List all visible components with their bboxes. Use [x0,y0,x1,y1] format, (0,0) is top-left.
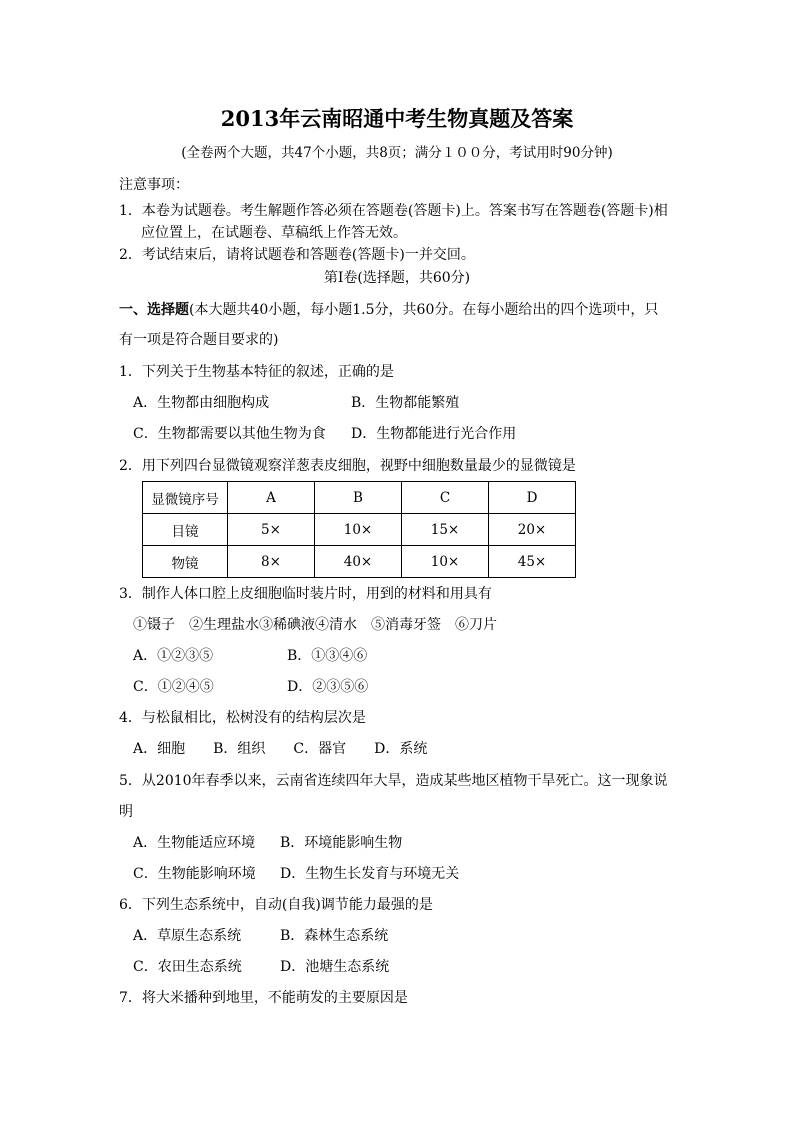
question-3-option-c: C．①②④⑤ [133,679,214,695]
page-title: 2013年云南昭通中考生物真题及答案 [220,106,574,131]
table-cell: 45× [489,546,576,578]
question-4-stem: 4．与松鼠相比，松树没有的结构层次是 [119,710,366,726]
question-6-stem: 6．下列生态系统中，自动(自我)调节能力最强的是 [119,897,433,913]
question-5-option-d: D．生物生长发育与环境无关 [280,866,460,882]
question-1-option-b: B．生物都能繁殖 [351,395,460,411]
table-cell: 40× [315,546,402,578]
volume-heading: 第Ⅰ卷(选择题，共60分) [323,270,471,286]
table-cell: 8× [228,546,315,578]
question-5-option-a: A．生物能适应环境 [133,835,256,851]
note-item-1-line-1: 1．本卷为试题卷。考生解题作答必须在答题卷(答题卡)上。答案书写在答题卷(答题卡)相 [119,203,668,219]
question-3-stem: 3．制作人体口腔上皮细胞临时装片时，用到的材料和用具有 [119,586,492,602]
question-1-option-c: C．生物都需要以其他生物为食 [133,426,326,442]
question-6-option-b: B．森林生态系统 [280,928,389,944]
note-item-2: 2．考试结束后，请将试题卷和答题卷(答题卡)一并交回。 [119,247,475,263]
table-row [143,546,576,578]
question-6-option-d: D．池塘生态系统 [280,959,390,975]
question-2-stem: 2．用下列四台显微镜观察洋葱表皮细胞，视野中细胞数量最少的显微镜是 [119,458,576,474]
table-cell: 10× [402,546,489,578]
question-3-items: ①镊子 ②生理盐水③稀碘液④清水 ⑤消毒牙签 ⑥刀片 [133,617,497,633]
table-header-cell: B [315,482,402,514]
question-3-option-a: A．①②③⑤ [133,648,214,664]
section-1-intro-line-1 [119,302,658,320]
question-3-option-d: D．②③⑤⑥ [287,679,369,695]
question-7-stem: 7．将大米播种到地里，不能萌发的主要原因是 [119,990,408,1006]
question-4-options: A．细胞 B．组织 C．器官 D．系统 [133,741,428,757]
section-1-desc: (本大题共40小题，每小题1.5分，共60分。在每小题给出的四个选项中，只 [189,302,659,318]
table-header-cell: D [489,482,576,514]
question-5-option-c: C．生物能影响环境 [133,866,256,882]
table-header-cell: A [228,482,315,514]
question-5-stem-line-2: 明 [119,804,133,820]
question-1-stem: 1．下列关于生物基本特征的叙述，正确的是 [119,364,394,380]
table-cell: 20× [489,514,576,546]
question-5-option-b: B．环境能影响生物 [280,835,403,851]
notes-heading: 注意事项： [119,177,189,193]
table-row [143,514,576,546]
section-1-label: 一、选择题 [119,302,189,318]
table-cell: 10× [315,514,402,546]
microscope-table [142,481,576,578]
question-1-option-d: D．生物都能进行光合作用 [351,426,517,442]
table-cell: 5× [228,514,315,546]
section-1-intro-line-2: 有一项是符合题目要求的) [119,332,279,348]
table-header-cell: 显微镜序号 [143,482,228,514]
table-cell: 目镜 [143,514,228,546]
table-cell: 物镜 [143,546,228,578]
question-6-option-c: C．农田生态系统 [133,959,242,975]
question-5-stem-line-1: 5．从2010年春季以来，云南省连续四年大旱，造成某些地区植物干旱死亡。这一现象说 [119,773,668,789]
question-3-option-b: B．①③④⑥ [287,648,368,664]
table-header-cell: C [402,482,489,514]
question-6-option-a: A．草原生态系统 [133,928,242,944]
exam-subtitle: (全卷两个大题，共47个小题，共8页；满分１００分，考试用时90分钟) [181,145,613,161]
note-item-1-line-2: 应位置上，在试题卷、草稿纸上作答无效。 [141,225,407,241]
table-cell: 15× [402,514,489,546]
question-1-option-a: A．生物都由细胞构成 [133,395,270,411]
table-header-row [143,482,576,514]
